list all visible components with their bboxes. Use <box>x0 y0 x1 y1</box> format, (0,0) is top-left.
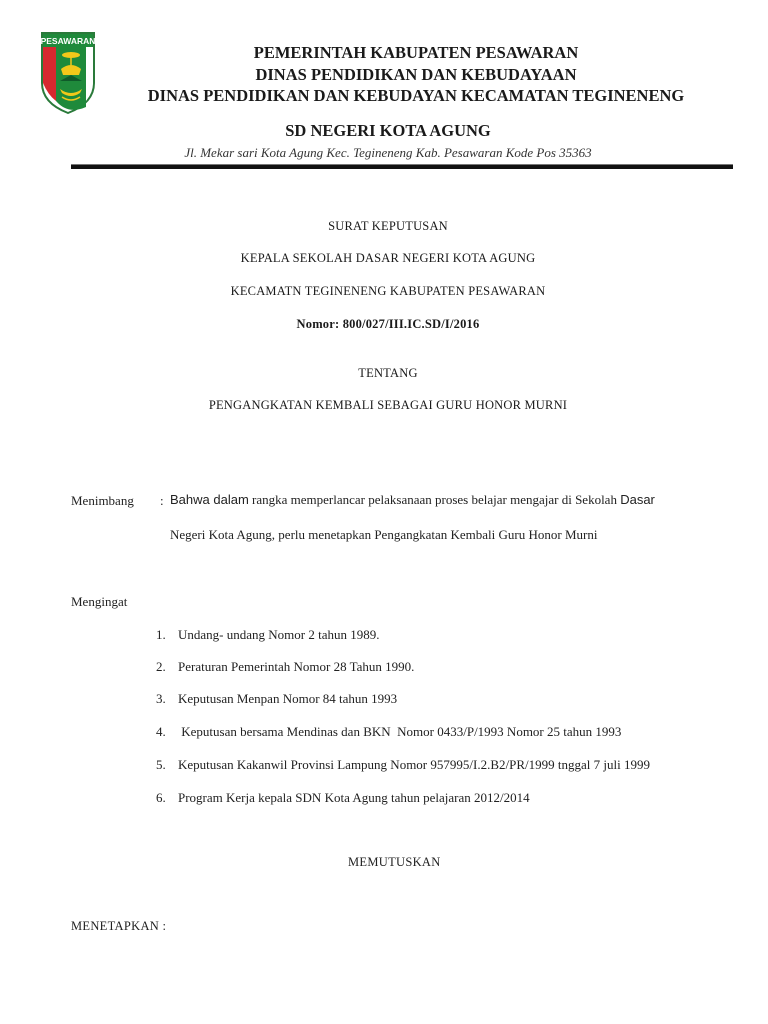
menetapkan-label: MENETAPKAN : <box>71 919 167 933</box>
list-item-number: 1. <box>156 627 166 642</box>
list-item-text: Program Kerja kepala SDN Kota Agung tahun pelajaran 2012/2014 <box>178 790 530 805</box>
list-item-number: 5. <box>156 757 166 772</box>
letterhead-divider <box>71 164 733 169</box>
list-item-number: 2. <box>156 659 166 674</box>
document-subject: PENGANGKATAN KEMBALI SEBAGAI GURU HONOR MURNI <box>208 398 568 412</box>
menimbang-colon: : <box>160 493 164 508</box>
svg-text:PESAWARAN: PESAWARAN <box>40 36 96 46</box>
list-item-text: Peraturan Pemerintah Nomor 28 Tahun 1990. <box>178 659 415 674</box>
list-item-number: 4. <box>156 724 166 739</box>
menimbang-text-middle: rangka memperlancar pelaksanaan proses belajar mengajar di Sekolah <box>248 492 621 507</box>
list-item-text: Keputusan bersama Mendinas dan BKN Nomor 0433/P/1993 Nomor 25 tahun 1993 <box>178 724 622 739</box>
letterhead-department: DINAS PENDIDIKAN DAN KEBUDAYAAN <box>255 65 577 84</box>
menimbang-text-start: Bahwa dalam <box>170 492 249 507</box>
document-region: KECAMATN TEGINENENG KABUPATEN PESAWARAN <box>230 284 546 298</box>
list-item-text: Undang- undang Nomor 2 tahun 1989. <box>178 627 380 642</box>
document-issuer: KEPALA SEKOLAH DASAR NEGERI KOTA AGUNG <box>240 251 536 265</box>
list-item-text: Keputusan Menpan Nomor 84 tahun 1993 <box>178 691 398 706</box>
menimbang-text-end: Dasar <box>620 492 655 507</box>
mengingat-label: Mengingat <box>71 594 128 609</box>
letterhead-address: Jl. Mekar sari Kota Agung Kec. Tegineneng Kab. Pesawaran Kode Pos 35363 <box>184 145 592 160</box>
letterhead-government: PEMERINTAH KABUPATEN PESAWARAN <box>253 43 579 62</box>
menimbang-label: Menimbang <box>71 493 134 508</box>
letterhead-school-name: SD NEGERI KOTA AGUNG <box>285 121 491 140</box>
memutuskan-heading: MEMUTUSKAN <box>348 855 441 869</box>
list-item-number: 6. <box>156 790 166 805</box>
menimbang-text-line2: Negeri Kota Agung, perlu menetapkan Pengangkatan Kembali Guru Honor Murni <box>170 527 598 542</box>
letterhead-district-office: DINAS PENDIDIKAN DAN KEBUDAYAN KECAMATAN TEGINENENG <box>147 86 685 105</box>
document-number: Nomor: 800/027/III.IC.SD/I/2016 <box>296 317 480 331</box>
list-item-number: 3. <box>156 691 166 706</box>
list-item-text: Keputusan Kakanwil Provinsi Lampung Nomor 957995/I.2.B2/PR/1999 tnggal 7 juli 1999 <box>178 757 650 772</box>
menimbang-text-line1 <box>170 492 655 508</box>
document-type: SURAT KEPUTUSAN <box>328 219 448 233</box>
about-label: TENTANG <box>358 366 418 380</box>
